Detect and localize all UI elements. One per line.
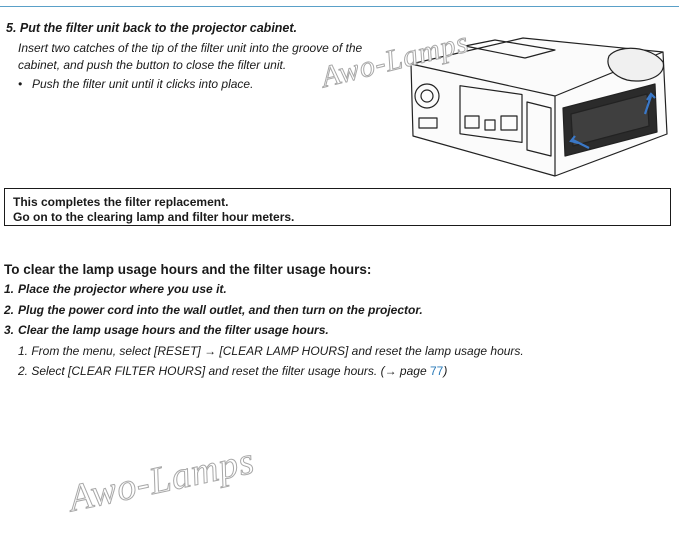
notice-line-2: Go on to the clearing lamp and filter hour meters. [13,210,295,224]
watermark-logo-bottom: Awo-Lamps [65,439,259,521]
completion-notice [4,188,671,226]
step-2: 2. Plug the power cord into the wall outlet, and then turn on the projector. [4,303,423,317]
step-5-title: 5. Put the filter unit back to the projector cabinet. [6,21,298,35]
section-heading: To clear the lamp usage hours and the filter usage hours: [4,262,372,277]
notice-line-1: This completes the filter replacement. [13,195,229,209]
step-1: 1. Place the projector where you use it. [4,282,227,296]
step-5-bullet [18,77,253,91]
watermark-logo: Awo-Lamps [318,25,473,95]
substep-2: 2. Select [CLEAR FILTER HOURS] and reset the filter usage hours. (→ page 77) [18,364,448,378]
page-link[interactable]: 77 [429,364,444,378]
substep-1: 1. From the menu, select [RESET] → [CLEAR LAMP HOURS] and reset the lamp usage hours. [18,344,524,358]
bullet-icon: • [18,77,23,91]
step-5-instructions: Insert two catches of the tip of the filter unit into the groove of the cabinet, and push the button to close the filter unit. [18,41,363,72]
bullet-text: Push the filter unit until it clicks into place. [32,77,254,91]
header-rule [0,6,679,7]
step-3: 3. Clear the lamp usage hours and the filter usage hours. [4,323,329,337]
